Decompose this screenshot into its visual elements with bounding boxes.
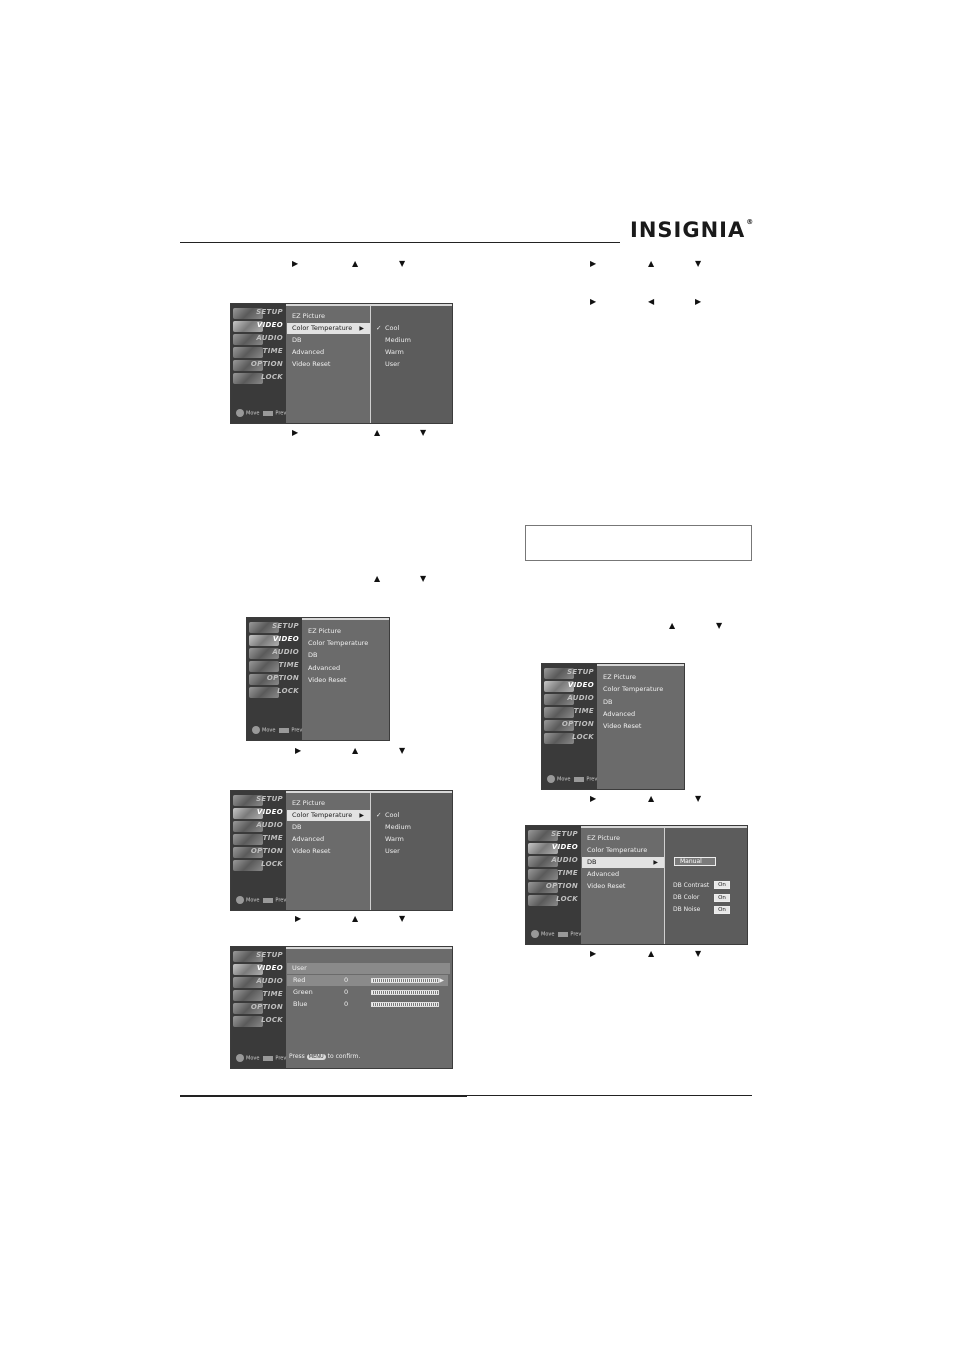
menu-item-db[interactable]: DB ▶ — [582, 857, 664, 868]
right-arrow-icon: ▶ — [695, 297, 702, 306]
move-icon — [236, 896, 244, 904]
left-arrow-icon: ◀ — [648, 297, 655, 306]
footer-rule-right — [467, 1095, 752, 1096]
slider-row-red[interactable] — [287, 975, 448, 986]
menu-item-color-temperature[interactable]: Color Temperature — [603, 685, 664, 693]
slider-label: Green — [293, 988, 313, 996]
osd-category-audio[interactable]: AUDIO — [231, 976, 286, 989]
osd-category-time[interactable]: TIME — [231, 989, 286, 1002]
lock-thumbnail-icon — [233, 860, 263, 871]
right-arrow-icon: ▶ — [590, 297, 597, 306]
time-thumbnail-icon — [544, 707, 574, 718]
option-warm[interactable]: Warm — [385, 348, 404, 356]
osd-category-sidebar — [247, 618, 302, 740]
slider-value: 0 — [344, 1000, 349, 1008]
osd-category-lock[interactable]: LOCK — [231, 859, 286, 872]
slider-value: 0 — [344, 976, 349, 984]
down-arrow-icon: ▼ — [399, 746, 406, 755]
menu-item-db[interactable]: DB — [292, 823, 302, 831]
note-box — [525, 525, 752, 561]
up-arrow-icon: ▲ — [648, 794, 655, 803]
option-cool[interactable]: ✓ Cool — [385, 811, 399, 819]
osd-db-panel — [664, 828, 748, 944]
osd-video-menu-2 — [541, 663, 685, 790]
db-color-label: DB Color — [673, 894, 700, 901]
osd-category-lock[interactable]: LOCK — [231, 1015, 286, 1028]
osd-color-temp-submenu — [370, 306, 453, 423]
osd-category-sidebar — [231, 791, 286, 910]
osd-category-time[interactable]: TIME — [526, 868, 581, 881]
menu-item-ez-picture[interactable]: EZ Picture — [603, 673, 636, 681]
up-arrow-icon: ▲ — [352, 914, 359, 923]
osd-video-menu-1 — [246, 617, 390, 741]
option-user[interactable]: User — [385, 360, 400, 368]
menu-item-ez-picture[interactable]: EZ Picture — [587, 834, 620, 842]
menu-key-icon — [263, 1056, 273, 1061]
db-contrast-toggle[interactable]: On — [714, 881, 730, 889]
slider-row-blue[interactable] — [287, 999, 448, 1010]
menu-item-video-reset[interactable]: Video Reset — [603, 722, 642, 730]
right-arrow-icon: ▶ — [295, 746, 302, 755]
osd-color-temp-submenu — [370, 793, 453, 910]
blue-slider[interactable] — [371, 1002, 439, 1007]
osd-hint: Move Prev — [236, 409, 286, 417]
osd-color-temperature-1 — [230, 303, 453, 424]
menu-item-ez-picture[interactable]: EZ Picture — [292, 312, 325, 320]
lock-thumbnail-icon — [233, 1016, 263, 1027]
submenu-arrow-icon: ▶ — [653, 859, 658, 866]
option-user[interactable]: User — [385, 847, 400, 855]
osd-category-setup[interactable]: SETUP — [526, 829, 581, 842]
osd-category-audio[interactable]: AUDIO — [247, 647, 302, 660]
right-arrow-icon: ▶ — [292, 259, 299, 268]
osd-db-submenu — [525, 825, 748, 945]
up-arrow-icon: ▲ — [352, 746, 359, 755]
osd-category-time[interactable]: TIME — [231, 346, 286, 359]
move-icon — [531, 930, 539, 938]
osd-category-option[interactable]: OPTION — [542, 719, 597, 732]
osd-category-option[interactable]: OPTION — [231, 359, 286, 372]
db-contrast-label: DB Contrast — [673, 882, 710, 889]
osd-category-lock[interactable]: LOCK — [526, 894, 581, 907]
slider-arrow-icon: ▶ — [439, 977, 444, 984]
down-arrow-icon: ▼ — [695, 794, 702, 803]
menu-item-advanced[interactable]: Advanced — [603, 710, 636, 718]
move-icon — [252, 726, 260, 734]
move-icon — [547, 775, 555, 783]
red-slider[interactable] — [371, 978, 439, 983]
slider-label: Blue — [293, 1000, 308, 1008]
menu-key-icon — [263, 898, 273, 903]
right-arrow-icon: ▶ — [590, 949, 597, 958]
osd-category-option[interactable]: OPTION — [247, 673, 302, 686]
menu-key-icon — [279, 728, 289, 733]
osd-category-audio[interactable]: AUDIO — [526, 855, 581, 868]
time-thumbnail-icon — [233, 990, 263, 1001]
menu-item-ez-picture[interactable]: EZ Picture — [292, 799, 325, 807]
right-arrow-icon: ▶ — [295, 914, 302, 923]
submenu-arrow-icon: ▶ — [359, 812, 364, 819]
time-thumbnail-icon — [528, 869, 558, 880]
osd-category-sidebar — [526, 826, 581, 944]
osd-category-setup[interactable]: SETUP — [231, 794, 286, 807]
osd-category-time[interactable]: TIME — [542, 706, 597, 719]
green-slider[interactable] — [371, 990, 439, 995]
osd-category-video[interactable]: VIDEO — [526, 842, 581, 855]
osd-category-setup[interactable]: SETUP — [231, 950, 286, 963]
lock-thumbnail-icon — [233, 373, 263, 384]
up-arrow-icon: ▲ — [669, 621, 676, 630]
menu-key-icon — [263, 411, 273, 416]
osd-category-time[interactable]: TIME — [231, 833, 286, 846]
db-noise-label: DB Noise — [673, 906, 701, 913]
menu-item-advanced[interactable]: Advanced — [587, 870, 620, 878]
osd-category-video[interactable]: VIDEO — [231, 807, 286, 820]
submenu-arrow-icon: ▶ — [359, 325, 364, 332]
right-arrow-icon: ▶ — [292, 428, 299, 437]
footer-rule-left — [180, 1095, 467, 1097]
option-medium[interactable]: Medium — [385, 823, 411, 831]
menu-item-advanced[interactable]: Advanced — [308, 664, 341, 672]
lock-thumbnail-icon — [528, 895, 558, 906]
move-icon — [236, 1054, 244, 1062]
osd-category-video[interactable]: VIDEO — [247, 634, 302, 647]
menu-item-color-temperature[interactable]: Color Temperature ▶ — [287, 810, 370, 821]
down-arrow-icon: ▼ — [399, 914, 406, 923]
menu-item-video-reset[interactable]: Video Reset — [587, 882, 626, 890]
osd-category-option[interactable]: OPTION — [231, 1002, 286, 1015]
osd-category-time[interactable]: TIME — [247, 660, 302, 673]
right-arrow-icon: ▶ — [590, 794, 597, 803]
lock-thumbnail-icon — [249, 687, 279, 698]
time-thumbnail-icon — [233, 347, 263, 358]
up-arrow-icon: ▲ — [648, 949, 655, 958]
option-medium[interactable]: Medium — [385, 336, 411, 344]
db-mode-select[interactable]: Manual — [674, 857, 716, 866]
menu-item-advanced[interactable]: Advanced — [292, 348, 325, 356]
down-arrow-icon: ▼ — [399, 259, 406, 268]
menu-item-video-reset[interactable]: Video Reset — [292, 847, 331, 855]
menu-item-db[interactable]: DB — [603, 698, 613, 706]
time-thumbnail-icon — [233, 834, 263, 845]
osd-category-video[interactable]: VIDEO — [231, 963, 286, 976]
osd-category-video[interactable]: VIDEO — [542, 680, 597, 693]
osd-category-lock[interactable]: LOCK — [231, 372, 286, 385]
db-color-toggle[interactable]: On — [714, 894, 730, 902]
header-rule — [180, 242, 620, 243]
osd-user-panel — [287, 949, 452, 1068]
down-arrow-icon: ▼ — [716, 621, 723, 630]
menu-item-ez-picture[interactable]: EZ Picture — [308, 627, 341, 635]
osd-category-lock[interactable]: LOCK — [542, 732, 597, 745]
osd-category-option[interactable]: OPTION — [526, 881, 581, 894]
up-arrow-icon: ▲ — [352, 259, 359, 268]
up-arrow-icon: ▲ — [648, 259, 655, 268]
osd-category-audio[interactable]: AUDIO — [231, 333, 286, 346]
osd-hint: Move Prev — [547, 775, 597, 783]
up-arrow-icon: ▲ — [374, 428, 381, 437]
down-arrow-icon: ▼ — [420, 574, 427, 583]
slider-row-green[interactable] — [287, 987, 448, 998]
menu-item-advanced[interactable]: Advanced — [292, 835, 325, 843]
osd-category-sidebar — [231, 304, 286, 423]
osd-user-color-adjust — [230, 946, 453, 1069]
menu-key-icon — [558, 932, 568, 937]
osd-category-lock[interactable]: LOCK — [247, 686, 302, 699]
menu-item-color-temperature[interactable]: Color Temperature — [308, 639, 369, 647]
osd-category-sidebar — [542, 664, 597, 789]
menu-key-icon — [574, 777, 584, 782]
menu-item-db[interactable]: DB — [308, 651, 318, 659]
option-cool[interactable]: ✓ Cool — [385, 324, 399, 332]
lock-thumbnail-icon — [544, 733, 574, 744]
slider-value: 0 — [344, 988, 349, 996]
osd-category-video[interactable]: VIDEO — [231, 320, 286, 333]
osd-category-audio[interactable]: AUDIO — [542, 693, 597, 706]
down-arrow-icon: ▼ — [695, 259, 702, 268]
menu-item-color-temperature[interactable]: Color Temperature ▶ — [287, 323, 370, 334]
down-arrow-icon: ▼ — [695, 949, 702, 958]
osd-category-setup[interactable]: SETUP — [247, 621, 302, 634]
menu-item-video-reset[interactable]: Video Reset — [292, 360, 331, 368]
osd-category-audio[interactable]: AUDIO — [231, 820, 286, 833]
menu-key-icon: MENU — [308, 1054, 324, 1060]
osd-hint: Move Prev — [252, 726, 302, 734]
move-icon — [236, 409, 244, 417]
osd-category-option[interactable]: OPTION — [231, 846, 286, 859]
menu-item-db[interactable]: DB — [292, 336, 302, 344]
slider-label: Red — [293, 976, 306, 984]
menu-item-video-reset[interactable]: Video Reset — [308, 676, 347, 684]
osd-category-setup[interactable]: SETUP — [231, 307, 286, 320]
down-arrow-icon: ▼ — [420, 428, 427, 437]
user-title: User — [287, 963, 450, 974]
osd-hint: Move Prev — [531, 930, 581, 938]
up-arrow-icon: ▲ — [374, 574, 381, 583]
osd-hint: Move Prev — [236, 896, 286, 904]
time-thumbnail-icon — [249, 661, 279, 672]
osd-category-sidebar — [231, 947, 286, 1068]
press-menu-hint: Press MENU to confirm. — [289, 1053, 361, 1060]
option-warm[interactable]: Warm — [385, 835, 404, 843]
osd-category-setup[interactable]: SETUP — [542, 667, 597, 680]
menu-item-color-temperature[interactable]: Color Temperature — [587, 846, 648, 854]
osd-hint: Move Prev — [236, 1054, 286, 1062]
db-noise-toggle[interactable]: On — [714, 906, 730, 914]
brand-logo: INSIGNIA® — [630, 218, 755, 242]
osd-color-temperature-2 — [230, 790, 453, 911]
right-arrow-icon: ▶ — [590, 259, 597, 268]
